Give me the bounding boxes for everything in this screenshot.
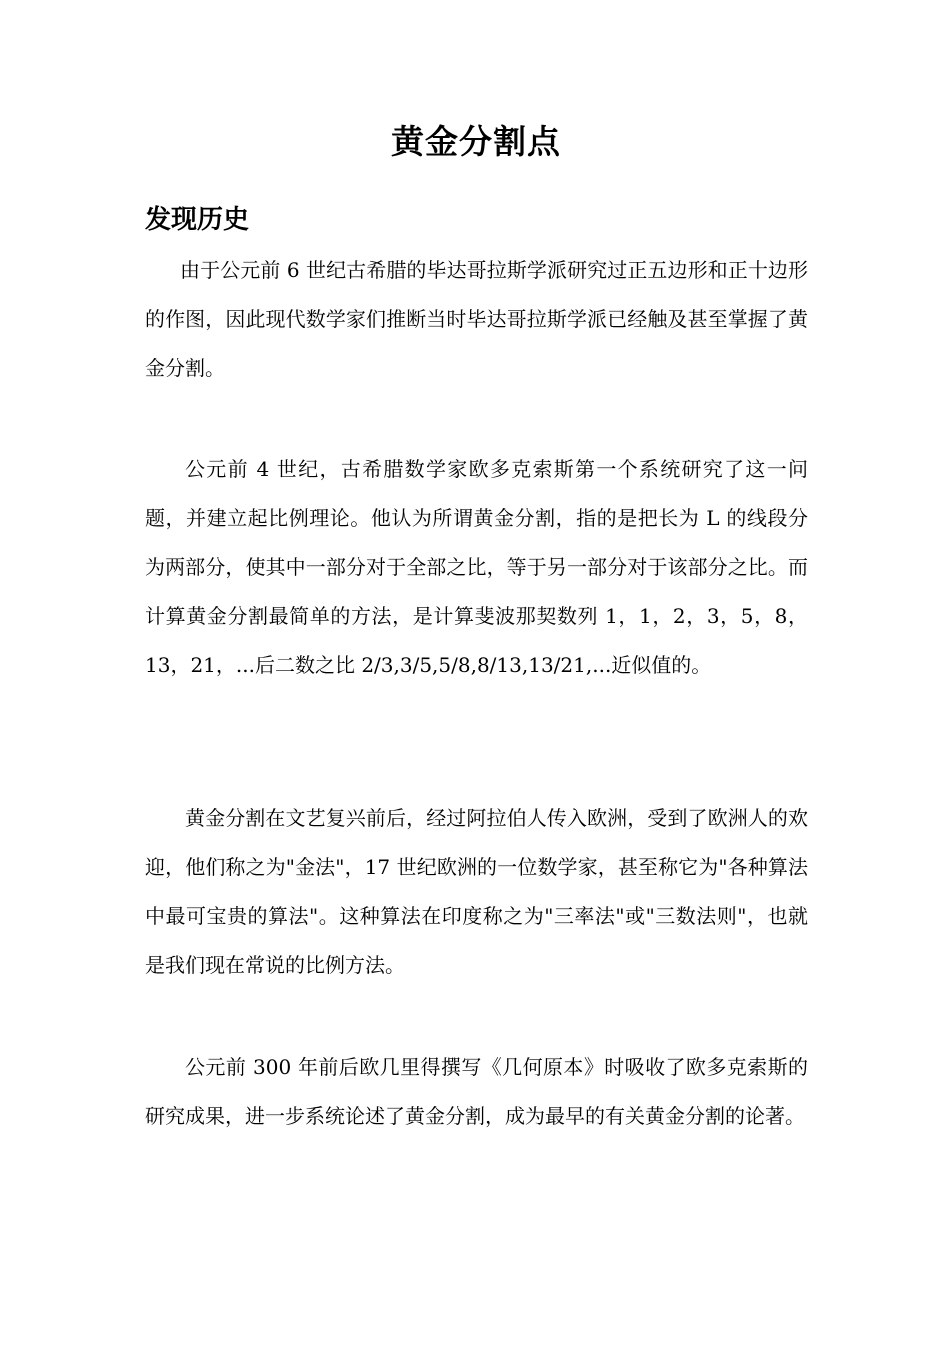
paragraph-euclid: 公元前 300 年前后欧几里得撰写《几何原本》时吸收了欧多克索斯的研究成果，进一步系统论述了黄金分割，成为最早的有关黄金分割的论著。 [145, 1055, 808, 1128]
paragraph-pythagoreans: 由于公元前 6 世纪古希腊的毕达哥拉斯学派研究过正五边形和正十边形的作图，因此现代数学家们推断当时毕达哥拉斯学派已经触及甚至掌握了黄金分割。 [145, 258, 808, 380]
paragraph-renaissance: 黄金分割在文艺复兴前后，经过阿拉伯人传入欧洲，受到了欧洲人的欢迎，他们称之为"金法"，17 世纪欧洲的一位数学家，甚至称它为"各种算法中最可宝贵的算法"。这种算法在印度称之为"三率法"或"三数法则"，也就是我们现在常说的比例方法。 [145, 806, 808, 977]
section-heading: 发现历史 [145, 205, 250, 235]
paragraph-eudoxus: 公元前 4 世纪，古希腊数学家欧多克索斯第一个系统研究了这一问题，并建立起比例理论。他认为所谓黄金分割，指的是把长为 L 的线段分为两部分，使其中一部分对于全部之比，等于另一部分对于该部分之比。而计算黄金分割最简单的方法，是计算斐波那契数列 1，1，2，3，5，8，13，21，...后二数之比 2/3,3/5,5/8,8/13,13/21,...近似值的。 [145, 457, 808, 677]
page-title: 黄金分割点 [391, 122, 561, 161]
